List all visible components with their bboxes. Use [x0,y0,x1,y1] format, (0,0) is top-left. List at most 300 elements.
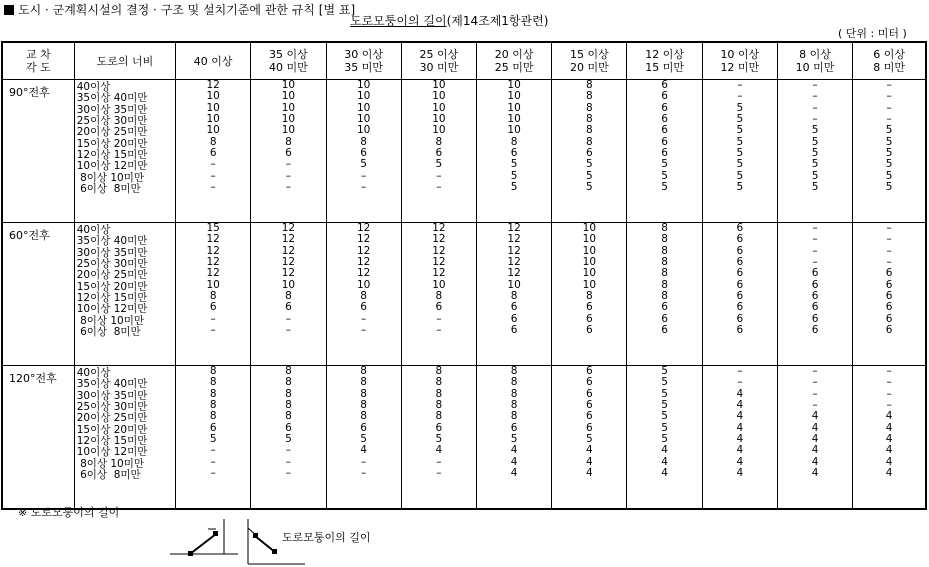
corner-length-value: 4 [661,467,668,480]
corner-length-value: 6 [209,147,217,160]
corner-length-value: – [285,455,292,468]
table-header-row [2,42,926,80]
corner-length-value: 6 [661,90,668,103]
corner-length-value: 6 [435,147,443,160]
corner-length-value: 10 [507,124,521,137]
corner-length-value: 6 [586,312,593,325]
corner-length-value: 4 [736,444,744,457]
corner-length-value: 5 [885,169,893,182]
road-width-label: 8이상 10미만 [76,171,145,184]
corner-length-value: 12 [432,222,446,234]
corner-length-value: 12 [432,233,446,246]
road-width-label: 25이상 30미만 [76,401,148,414]
corner-length-value: 5 [885,147,893,160]
corner-length-value: 5 [885,158,893,171]
corner-length-value: 6 [811,290,819,303]
corner-length-value: – [886,233,892,246]
corner-length-value: 12 [356,256,371,269]
corner-length-value: 8 [510,365,518,377]
road-width-label: 15이상 20미만 [76,137,148,150]
corner-length-value: 12 [356,222,371,234]
corner-length-value: 6 [885,301,893,314]
corner-length-value: 10 [281,101,296,114]
table-title [350,12,548,29]
corner-length-value: 6 [510,147,518,160]
corner-length-value: 4 [586,467,593,480]
header-col-2: 30 이상 35 미만 [326,42,401,80]
corner-length-value: 5 [885,181,893,194]
corner-length-value: – [812,101,818,114]
corner-length-value: 4 [885,444,893,457]
corner-length-value: – [886,244,892,257]
corner-length-value: 12 [206,256,220,269]
value-cell [627,80,702,223]
corner-length-value: – [886,376,892,389]
corner-length-value: 5 [885,124,893,137]
corner-length-value: 6 [661,324,668,337]
corner-length-value: 6 [736,267,744,280]
corner-length-value: 4 [360,444,367,457]
corner-length-value: 5 [435,158,443,171]
corner-length-value: 10 [507,278,521,291]
corner-length-value: 12 [206,244,220,257]
corner-length-value: 5 [736,101,744,114]
corner-length-value: – [812,244,818,257]
corner-length-value: 10 [582,278,597,291]
corner-length-value: 8 [435,410,443,423]
corner-length-value: – [210,158,216,171]
corner-length-value: 8 [661,290,668,303]
header-text: 도시 · 군계획시설의 결정 · 구조 및 설치기준에 관한 규칙 [별 표] [18,3,356,17]
corner-length-value: 6 [360,147,367,160]
corner-length-value: 10 [281,278,296,291]
corner-length-value: 6 [586,376,593,389]
corner-length-value: 10 [356,113,371,126]
corner-length-value: 12 [356,267,371,280]
header-angle: 교 차 각 도 [2,42,74,80]
corner-length-value: – [285,324,292,337]
corner-length-value: 4 [510,444,518,457]
corner-length-value: 6 [285,147,292,160]
corner-length-value: 5 [811,158,819,171]
corner-length-value: 5 [811,181,819,194]
value-cell [176,80,251,223]
corner-length-value: 6 [885,324,893,337]
corner-length-value: 12 [281,233,296,246]
corner-length-value: – [285,158,292,171]
corner-length-value: 5 [811,124,819,137]
corner-length-value: – [886,90,892,103]
corner-length-value: – [886,256,892,269]
corner-length-value: – [285,467,292,480]
corner-length-value: 10 [356,90,371,103]
corner-length-value: 8 [510,376,518,389]
corner-length-value: 10 [582,256,597,269]
corner-length-value: 5 [360,433,367,446]
corner-length-value: 8 [285,387,292,400]
corner-length-value: – [886,222,892,234]
corner-length-value: 5 [736,113,744,126]
value-cell [552,223,627,366]
corner-length-value: 5 [811,169,819,182]
corner-length-value: 6 [661,124,668,137]
corner-length-value: 4 [586,444,593,457]
corner-length-value: – [737,365,743,377]
corner-length-value: 6 [510,301,518,314]
corner-length-value: 4 [811,467,819,480]
road-width-label: 6이상 8미만 [76,469,141,482]
corner-length-value: 8 [661,256,668,269]
road-width-label: 40이상 [76,81,111,93]
corner-length-value: 12 [281,222,296,234]
corner-length-value: 4 [736,421,744,434]
value-cell [176,366,251,510]
value-cell [777,80,852,223]
corner-length-value: 5 [360,158,367,171]
corner-length-value: 12 [356,244,371,257]
corner-length-value: 5 [586,158,593,171]
corner-length-value: 4 [736,433,744,446]
corner-length-value: 12 [507,233,521,246]
value-cell [702,223,777,366]
corner-length-value: 6 [586,410,593,423]
corner-length-value: 5 [811,135,819,148]
header-col-6: 12 이상 15 미만 [627,42,702,80]
corner-length-value: 5 [510,169,518,182]
corner-length-value: 5 [736,158,744,171]
corner-length-value: 8 [285,399,292,412]
corner-length-value: 10 [432,90,446,103]
value-cell [401,366,476,510]
road-width-label: 30이상 35미만 [76,389,148,402]
road-width-label: 20이상 25미만 [76,269,148,282]
corner-length-value: 10 [281,124,296,137]
table-row [2,366,926,510]
corner-length-value: 12 [281,267,296,280]
corner-length-value: 8 [661,267,668,280]
corner-length-value: 4 [811,455,819,468]
corner-length-value: 8 [586,101,593,114]
corner-length-value: 5 [885,135,893,148]
corner-length-value: 10 [432,101,446,114]
corner-length-value: 6 [209,301,217,314]
corner-length-value: 6 [586,365,593,377]
corner-length-value: 8 [661,222,668,234]
corner-length-value: 6 [360,421,367,434]
header-col-4: 20 이상 25 미만 [477,42,552,80]
corner-length-value: – [886,399,892,412]
road-width-label: 6이상 8미만 [76,183,141,196]
road-width-label: 35이상 40미만 [76,378,148,391]
corner-length-value: 4 [736,455,744,468]
value-cell [702,366,777,510]
corner-length-value: – [812,376,818,389]
corner-length-value: 4 [510,455,518,468]
corner-length-value: 8 [209,135,217,148]
value-cell [477,366,552,510]
corner-length-value: 10 [507,90,521,103]
road-width-label: 20이상 25미만 [76,412,148,425]
angle-cell: 60°전후 [2,223,74,366]
corner-length-value: 5 [510,158,518,171]
corner-length-value: – [361,324,367,337]
corner-length-value: 6 [661,301,668,314]
corner-length-value: 6 [811,312,819,325]
corner-length-value: – [361,312,367,325]
value-cell [176,223,251,366]
corner-length-value: 4 [736,399,744,412]
corner-length-value: 6 [285,421,292,434]
value-cell [853,223,926,366]
corner-length-value: 10 [432,278,446,291]
corner-length-value: 8 [661,233,668,246]
table-row [2,80,926,223]
corner-length-value: 10 [206,101,220,114]
corner-length-value: – [436,455,442,468]
corner-length-value: – [812,222,818,234]
corner-length-value: 6 [736,278,744,291]
corner-length-value: 4 [661,444,668,457]
corner-length-value: 8 [209,365,217,377]
corner-length-value: – [812,79,818,91]
title-main: 도로모퉁이의 길이 [350,14,447,28]
corner-length-value: 6 [736,324,744,337]
corner-length-value: – [210,169,216,182]
corner-length-value: 6 [586,387,593,400]
value-cell [627,223,702,366]
angle-cell: 90°전후 [2,80,74,223]
corner-length-value: 6 [360,301,367,314]
corner-length-value: 12 [281,256,296,269]
road-width-label: 10이상 12미만 [76,303,148,316]
corner-length-value: 12 [432,256,446,269]
corner-length-value: 8 [285,365,292,377]
corner-length-value: 10 [432,113,446,126]
value-cell [702,80,777,223]
corner-length-value: 6 [510,312,518,325]
corner-length-value: 6 [435,421,443,434]
corner-length-value: 8 [510,387,518,400]
corner-length-value: 8 [209,399,217,412]
corner-length-value: 4 [885,433,893,446]
corner-length-value: 6 [435,301,443,314]
corner-length-value: 4 [885,467,893,480]
corner-length-value: 4 [510,467,518,480]
corner-length-value: – [436,181,442,194]
corner-length-value: – [737,90,743,103]
corner-length-value: 5 [510,181,518,194]
road-width-label: 25이상 30미만 [76,115,148,128]
corner-length-value: 8 [586,113,593,126]
corner-length-value: 6 [811,278,819,291]
corner-length-value: 6 [285,301,292,314]
corner-length-value: 5 [736,124,744,137]
corner-length-value: 6 [736,301,744,314]
corner-length-value: 5 [586,169,593,182]
corner-length-value: 5 [811,147,819,160]
value-cell [552,366,627,510]
corner-length-value: 6 [811,267,819,280]
corner-length-value: 6 [736,256,744,269]
corner-length-value: 8 [586,135,593,148]
corner-length-value: 6 [736,222,744,234]
corner-length-value: – [210,181,216,194]
corner-length-table [1,41,927,510]
corner-length-value: 10 [356,124,371,137]
corner-length-value: 5 [661,158,668,171]
corner-length-value: 15 [206,222,220,234]
corner-length-value: 6 [661,113,668,126]
corner-length-value: 4 [736,387,744,400]
road-width-label: 15이상 20미만 [76,423,148,436]
corner-length-value: – [210,312,216,325]
corner-length-value: 5 [661,399,668,412]
corner-length-value: 8 [360,387,367,400]
corner-length-value: 5 [661,169,668,182]
angle-cell: 120°전후 [2,366,74,510]
value-cell [477,223,552,366]
corner-length-value: 12 [507,267,521,280]
corner-length-value: 10 [281,79,296,91]
value-cell [326,80,401,223]
corner-length-value: 4 [736,467,744,480]
corner-length-value: 8 [285,135,292,148]
corner-length-value: – [737,79,743,91]
value-cell [251,223,326,366]
value-cell [552,80,627,223]
corner-length-value: – [285,181,292,194]
corner-length-value: 10 [356,79,371,91]
corner-length-value: – [812,113,818,126]
road-width-cell [74,366,175,510]
corner-length-value: 6 [586,324,593,337]
corner-length-value: 6 [661,101,668,114]
corner-length-value: – [812,365,818,377]
corner-length-value: 6 [586,399,593,412]
value-cell [777,223,852,366]
corner-length-value: 6 [586,147,593,160]
unit-label: ( 단위 : 미터 ) [838,27,907,40]
road-width-label: 20이상 25미만 [76,126,148,139]
corner-length-value: 5 [661,433,668,446]
corner-length-value: – [886,113,892,126]
corner-length-value: – [886,387,892,400]
corner-length-value: 10 [507,101,521,114]
corner-length-value: 6 [661,147,668,160]
corner-length-value: 10 [582,244,597,257]
corner-length-value: 8 [360,410,367,423]
corner-length-value: 8 [209,387,217,400]
corner-length-value: – [210,455,216,468]
header-col-5: 15 이상 20 미만 [552,42,627,80]
corner-length-value: 12 [356,233,371,246]
corner-length-value: 12 [432,267,446,280]
corner-length-value: – [737,376,743,389]
road-width-label: 12이상 15미만 [76,149,148,162]
corner-length-value: 6 [811,324,819,337]
corner-length-value: 12 [507,256,521,269]
page-header [4,1,355,18]
value-cell [777,366,852,510]
corner-length-value: 8 [435,135,443,148]
value-cell [251,366,326,510]
corner-length-value: – [812,387,818,400]
corner-length-value: – [886,365,892,377]
corner-length-value: 8 [209,290,217,303]
corner-length-value: 6 [586,421,593,434]
corner-length-value: – [812,256,818,269]
corner-length-value: 8 [435,399,443,412]
road-width-label: 6이상 8미만 [76,326,141,339]
corner-length-value: 10 [432,124,446,137]
corner-length-value: 6 [661,312,668,325]
corner-length-value: 12 [206,79,220,91]
corner-length-value: 6 [510,421,518,434]
corner-length-value: – [886,79,892,91]
corner-length-value: 5 [661,181,668,194]
corner-length-value: 12 [281,244,296,257]
corner-length-value: 4 [885,410,893,423]
value-cell [401,223,476,366]
corner-length-value: 6 [586,301,593,314]
corner-length-value: 8 [510,290,518,303]
corner-length-value: 8 [360,376,367,389]
footnote: ※ 도로모퉁이의 길이 [18,506,120,519]
corner-length-value: 10 [206,113,220,126]
corner-length-value: 8 [586,90,593,103]
corner-length-value: – [210,467,216,480]
corner-length-value: – [436,169,442,182]
corner-length-value: 8 [209,376,217,389]
diagram-label: 도로모퉁이의 길이 [282,531,371,544]
corner-length-value: 5 [510,433,518,446]
corner-length-value: 8 [435,365,443,377]
corner-length-value: 10 [432,79,446,91]
road-width-label: 30이상 35미만 [76,103,148,116]
corner-length-value: – [361,181,367,194]
corner-length-value: 6 [661,135,668,148]
corner-length-value: 10 [206,90,220,103]
corner-length-value: 8 [360,399,367,412]
road-width-label: 10이상 12미만 [76,160,148,173]
corner-length-value: 8 [285,290,292,303]
corner-length-value: 8 [586,79,593,91]
corner-length-value: 6 [885,278,893,291]
corner-length-value: 5 [586,181,593,194]
corner-length-value: 8 [661,244,668,257]
corner-length-value: 8 [586,124,593,137]
corner-length-value: 5 [661,410,668,423]
corner-length-value: 10 [507,113,521,126]
corner-length-value: 8 [510,399,518,412]
corner-length-value: 4 [811,433,819,446]
corner-length-value: 12 [432,244,446,257]
corner-length-value: 6 [885,267,893,280]
title-reference: (제14조제1항관련) [446,14,549,28]
header-col-7: 10 이상 12 미만 [702,42,777,80]
corner-length-value: 8 [285,376,292,389]
corner-length-value: 4 [885,455,893,468]
corner-length-value: – [812,90,818,103]
value-cell [251,80,326,223]
corner-length-value: – [812,233,818,246]
value-cell [627,366,702,510]
corner-length-value: – [436,467,442,480]
table-row [2,223,926,366]
corner-length-value: 5 [661,365,668,377]
corner-length-value: 5 [586,433,593,446]
corner-length-value: 6 [811,301,819,314]
